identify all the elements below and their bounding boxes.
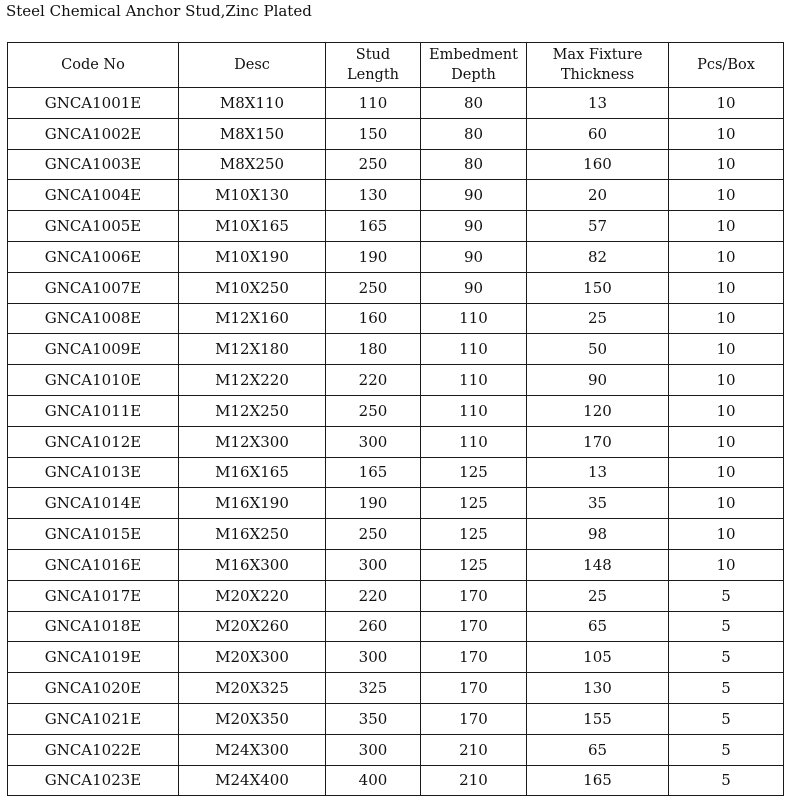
- table-row: [8, 642, 784, 673]
- cell-pcs-box: 5: [669, 703, 784, 734]
- cell-desc: M20X260: [179, 611, 326, 642]
- cell-stud-length: 300: [326, 734, 421, 765]
- cell-embedment-depth: 90: [421, 272, 527, 303]
- cell-embedment-depth: 90: [421, 211, 527, 242]
- cell-desc: M12X180: [179, 334, 326, 365]
- cell-pcs-box: 10: [669, 149, 784, 180]
- cell-code: GNCA1019E: [8, 642, 179, 673]
- cell-max-fixture-thickness: 20: [527, 180, 669, 211]
- cell-code: GNCA1001E: [8, 88, 179, 119]
- table-row: [8, 118, 784, 149]
- cell-embedment-depth: 170: [421, 580, 527, 611]
- cell-stud-length: 325: [326, 673, 421, 704]
- header-stud-length: [326, 43, 421, 88]
- cell-embedment-depth: 80: [421, 118, 527, 149]
- cell-max-fixture-thickness: 25: [527, 303, 669, 334]
- cell-max-fixture-thickness: 150: [527, 272, 669, 303]
- table-row: [8, 149, 784, 180]
- header-max-fixture-line1: Max Fixture: [552, 47, 643, 63]
- cell-max-fixture-thickness: 165: [527, 765, 669, 796]
- cell-desc: M24X300: [179, 734, 326, 765]
- cell-desc: M20X300: [179, 642, 326, 673]
- cell-embedment-depth: 125: [421, 457, 527, 488]
- cell-code: GNCA1014E: [8, 488, 179, 519]
- table-row: [8, 488, 784, 519]
- cell-pcs-box: 10: [669, 334, 784, 365]
- cell-desc: M12X160: [179, 303, 326, 334]
- cell-embedment-depth: 110: [421, 365, 527, 396]
- cell-code: GNCA1013E: [8, 457, 179, 488]
- cell-stud-length: 165: [326, 211, 421, 242]
- cell-pcs-box: 5: [669, 611, 784, 642]
- table-row: [8, 457, 784, 488]
- header-pcs-box-label: Pcs/Box: [697, 57, 755, 73]
- cell-max-fixture-thickness: 13: [527, 88, 669, 119]
- cell-pcs-box: 10: [669, 303, 784, 334]
- cell-stud-length: 150: [326, 118, 421, 149]
- table-row: [8, 303, 784, 334]
- cell-pcs-box: 5: [669, 765, 784, 796]
- cell-code: GNCA1017E: [8, 580, 179, 611]
- header-pcs-box: [669, 43, 784, 88]
- table-row: [8, 703, 784, 734]
- cell-stud-length: 190: [326, 241, 421, 272]
- cell-code: GNCA1009E: [8, 334, 179, 365]
- cell-code: GNCA1003E: [8, 149, 179, 180]
- table-row: [8, 272, 784, 303]
- cell-pcs-box: 10: [669, 272, 784, 303]
- cell-embedment-depth: 125: [421, 519, 527, 550]
- cell-code: GNCA1008E: [8, 303, 179, 334]
- header-code-no: [8, 43, 179, 88]
- table-row: [8, 395, 784, 426]
- cell-embedment-depth: 80: [421, 88, 527, 119]
- cell-pcs-box: 10: [669, 118, 784, 149]
- cell-desc: M20X220: [179, 580, 326, 611]
- table-row: [8, 765, 784, 796]
- header-desc-label: Desc: [234, 57, 270, 73]
- table-row: [8, 211, 784, 242]
- table-row: [8, 365, 784, 396]
- cell-embedment-depth: 170: [421, 673, 527, 704]
- cell-max-fixture-thickness: 57: [527, 211, 669, 242]
- cell-desc: M16X300: [179, 549, 326, 580]
- cell-stud-length: 165: [326, 457, 421, 488]
- cell-desc: M24X400: [179, 765, 326, 796]
- table-row: [8, 241, 784, 272]
- table-body: [8, 88, 784, 796]
- cell-stud-length: 220: [326, 365, 421, 396]
- cell-stud-length: 300: [326, 426, 421, 457]
- table-row: [8, 519, 784, 550]
- cell-stud-length: 300: [326, 642, 421, 673]
- cell-code: GNCA1021E: [8, 703, 179, 734]
- document-title: Steel Chemical Anchor Stud,Zinc Plated: [6, 2, 312, 20]
- cell-desc: M8X110: [179, 88, 326, 119]
- cell-desc: M10X130: [179, 180, 326, 211]
- header-stud-length-line2: Length: [347, 67, 399, 83]
- cell-max-fixture-thickness: 65: [527, 734, 669, 765]
- cell-embedment-depth: 90: [421, 241, 527, 272]
- cell-max-fixture-thickness: 170: [527, 426, 669, 457]
- cell-desc: M12X300: [179, 426, 326, 457]
- cell-max-fixture-thickness: 50: [527, 334, 669, 365]
- cell-embedment-depth: 125: [421, 488, 527, 519]
- cell-pcs-box: 10: [669, 457, 784, 488]
- cell-max-fixture-thickness: 82: [527, 241, 669, 272]
- cell-desc: M10X190: [179, 241, 326, 272]
- cell-pcs-box: 5: [669, 642, 784, 673]
- table-row: [8, 734, 784, 765]
- cell-embedment-depth: 125: [421, 549, 527, 580]
- cell-max-fixture-thickness: 35: [527, 488, 669, 519]
- cell-desc: M12X220: [179, 365, 326, 396]
- cell-pcs-box: 10: [669, 549, 784, 580]
- cell-pcs-box: 10: [669, 88, 784, 119]
- header-max-fixture-thickness: [527, 43, 669, 88]
- cell-max-fixture-thickness: 65: [527, 611, 669, 642]
- cell-code: GNCA1004E: [8, 180, 179, 211]
- cell-code: GNCA1022E: [8, 734, 179, 765]
- table-row: [8, 549, 784, 580]
- cell-max-fixture-thickness: 60: [527, 118, 669, 149]
- cell-pcs-box: 5: [669, 734, 784, 765]
- cell-pcs-box: 10: [669, 365, 784, 396]
- cell-pcs-box: 10: [669, 519, 784, 550]
- cell-embedment-depth: 170: [421, 703, 527, 734]
- table-row: [8, 88, 784, 119]
- cell-pcs-box: 10: [669, 241, 784, 272]
- cell-stud-length: 130: [326, 180, 421, 211]
- cell-desc: M16X250: [179, 519, 326, 550]
- cell-max-fixture-thickness: 98: [527, 519, 669, 550]
- cell-desc: M8X250: [179, 149, 326, 180]
- cell-embedment-depth: 80: [421, 149, 527, 180]
- cell-stud-length: 250: [326, 395, 421, 426]
- cell-pcs-box: 5: [669, 673, 784, 704]
- cell-embedment-depth: 110: [421, 334, 527, 365]
- cell-embedment-depth: 210: [421, 734, 527, 765]
- cell-stud-length: 190: [326, 488, 421, 519]
- cell-max-fixture-thickness: 13: [527, 457, 669, 488]
- cell-code: GNCA1023E: [8, 765, 179, 796]
- cell-code: GNCA1020E: [8, 673, 179, 704]
- header-embedment-depth: [421, 43, 527, 88]
- cell-stud-length: 250: [326, 519, 421, 550]
- cell-pcs-box: 10: [669, 488, 784, 519]
- cell-embedment-depth: 170: [421, 611, 527, 642]
- cell-max-fixture-thickness: 130: [527, 673, 669, 704]
- cell-desc: M20X350: [179, 703, 326, 734]
- header-stud-length-line1: Stud: [355, 47, 391, 63]
- cell-desc: M16X190: [179, 488, 326, 519]
- table-row: [8, 426, 784, 457]
- cell-embedment-depth: 110: [421, 426, 527, 457]
- cell-stud-length: 260: [326, 611, 421, 642]
- cell-embedment-depth: 170: [421, 642, 527, 673]
- cell-code: GNCA1015E: [8, 519, 179, 550]
- cell-stud-length: 400: [326, 765, 421, 796]
- cell-pcs-box: 10: [669, 395, 784, 426]
- header-desc: [179, 43, 326, 88]
- header-embedment-depth-line2: Depth: [451, 67, 496, 83]
- cell-stud-length: 180: [326, 334, 421, 365]
- table-row: [8, 180, 784, 211]
- table-row: [8, 580, 784, 611]
- cell-pcs-box: 5: [669, 580, 784, 611]
- cell-code: GNCA1010E: [8, 365, 179, 396]
- cell-max-fixture-thickness: 25: [527, 580, 669, 611]
- cell-embedment-depth: 110: [421, 395, 527, 426]
- header-row: [8, 43, 784, 88]
- cell-code: GNCA1011E: [8, 395, 179, 426]
- cell-desc: M8X150: [179, 118, 326, 149]
- cell-stud-length: 110: [326, 88, 421, 119]
- cell-desc: M10X250: [179, 272, 326, 303]
- cell-embedment-depth: 210: [421, 765, 527, 796]
- cell-desc: M12X250: [179, 395, 326, 426]
- cell-stud-length: 250: [326, 272, 421, 303]
- header-embedment-depth-line1: Embedment: [429, 47, 518, 63]
- cell-max-fixture-thickness: 90: [527, 365, 669, 396]
- cell-stud-length: 300: [326, 549, 421, 580]
- cell-max-fixture-thickness: 155: [527, 703, 669, 734]
- cell-desc: M20X325: [179, 673, 326, 704]
- cell-code: GNCA1018E: [8, 611, 179, 642]
- cell-desc: M10X165: [179, 211, 326, 242]
- cell-desc: M16X165: [179, 457, 326, 488]
- header-code-no-label: Code No: [61, 57, 125, 73]
- cell-max-fixture-thickness: 160: [527, 149, 669, 180]
- cell-max-fixture-thickness: 105: [527, 642, 669, 673]
- cell-stud-length: 350: [326, 703, 421, 734]
- cell-code: GNCA1007E: [8, 272, 179, 303]
- cell-max-fixture-thickness: 120: [527, 395, 669, 426]
- cell-pcs-box: 10: [669, 211, 784, 242]
- cell-code: GNCA1012E: [8, 426, 179, 457]
- table-header: [8, 43, 784, 88]
- product-spec-table: [7, 42, 784, 796]
- cell-code: GNCA1016E: [8, 549, 179, 580]
- cell-pcs-box: 10: [669, 426, 784, 457]
- cell-pcs-box: 10: [669, 180, 784, 211]
- header-max-fixture-line2: Thickness: [560, 67, 635, 83]
- table-row: [8, 611, 784, 642]
- cell-stud-length: 220: [326, 580, 421, 611]
- cell-stud-length: 250: [326, 149, 421, 180]
- cell-code: GNCA1005E: [8, 211, 179, 242]
- cell-embedment-depth: 90: [421, 180, 527, 211]
- table-row: [8, 334, 784, 365]
- cell-max-fixture-thickness: 148: [527, 549, 669, 580]
- cell-code: GNCA1002E: [8, 118, 179, 149]
- cell-code: GNCA1006E: [8, 241, 179, 272]
- cell-stud-length: 160: [326, 303, 421, 334]
- cell-embedment-depth: 110: [421, 303, 527, 334]
- table-row: [8, 673, 784, 704]
